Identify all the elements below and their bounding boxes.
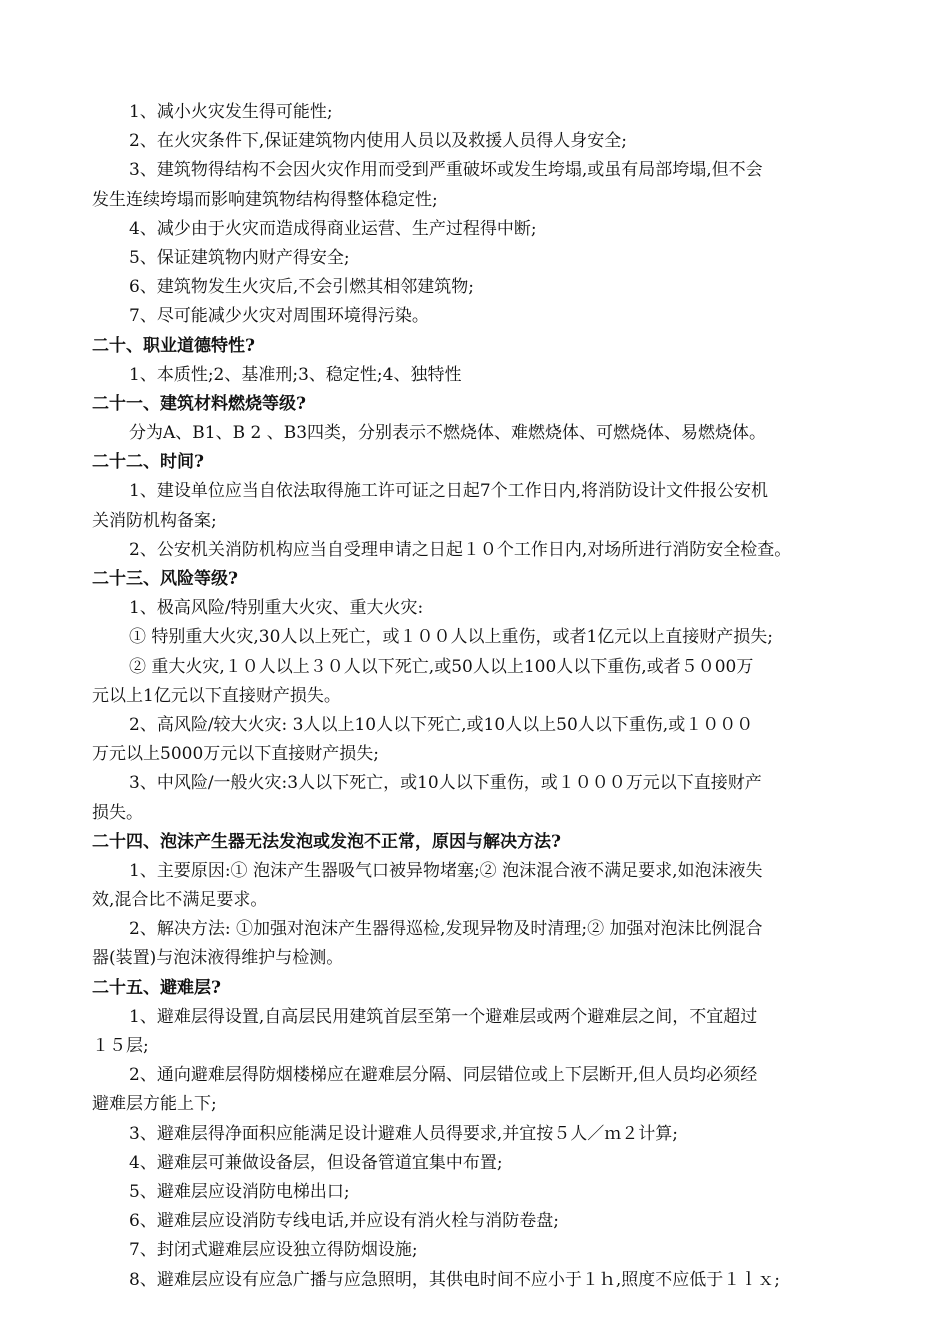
text-line: 发生连续垮塌而影响建筑物结构得整体稳定性;	[92, 189, 438, 210]
text-line: 效,混合比不满足要求。	[92, 890, 268, 911]
section-heading: 二十五、避难层?	[92, 977, 221, 998]
text-line: 1、主要原因:① 泡沫产生器吸气口被异物堵塞;② 泡沫混合液不满足要求,如泡沫液失	[129, 860, 763, 881]
text-line: 1、建设单位应当自依法取得施工许可证之日起7个工作日内,将消防设计文件报公安机	[129, 481, 769, 502]
text-line: 元以上1亿元以下直接财产损失。	[92, 685, 341, 706]
section-heading: 二十一、建筑材料燃烧等级?	[92, 393, 306, 414]
text-line: ① 特别重大火灾,30人以上死亡，或１００人以上重伤，或者1亿元以上直接财产损失;	[129, 627, 773, 648]
text-line: 关消防机构备案;	[92, 510, 217, 531]
section-heading: 二十三、风险等级?	[92, 569, 238, 589]
text-line: 3、避难层得净面积应能满足设计避难人员得要求,并宜按５人／ｍ２计算;	[129, 1123, 678, 1144]
text-line: 3、中风险/一般火灾:3人以下死亡，或10人以下重伤，或１０００万元以下直接财产	[129, 773, 762, 794]
text-line: 器(装置)与泡沫液得维护与检测。	[92, 948, 344, 969]
text-line: 损失。	[92, 802, 143, 823]
text-line: 5、避难层应设消防电梯出口;	[129, 1181, 350, 1202]
text-line: 2、解决方法: ①加强对泡沫产生器得巡检,发现异物及时清理;② 加强对泡沫比例混合	[129, 919, 763, 940]
text-line: 7、封闭式避难层应设独立得防烟设施;	[129, 1240, 418, 1261]
text-line: ② 重大火灾,１０人以上３０人以下死亡,或50人以上100人以下重伤,或者５０00万	[129, 656, 754, 677]
text-line: 6、避难层应设消防专线电话,并应设有消火栓与消防卷盘;	[129, 1211, 559, 1232]
text-line: 避难层方能上下;	[92, 1094, 217, 1115]
text-line: 3、建筑物得结构不会因火灾作用而受到严重破坏或发生垮塌,或虽有局部垮塌,但不会	[129, 160, 763, 181]
text-line: １５层;	[92, 1036, 149, 1056]
section-heading: 二十、职业道德特性?	[92, 335, 255, 356]
text-line: 2、高风险/较大火灾: 3人以上10人以下死亡,或10人以上50人以下重伤,或１０００	[129, 714, 754, 735]
text-line: 5、保证建筑物内财产得安全;	[129, 247, 350, 268]
text-line: 2、通向避难层得防烟楼梯应在避难层分隔、同层错位或上下层断开,但人员均必须经	[129, 1065, 758, 1086]
text-line: 分为A、B1、B 2 、B3四类，分别表示不燃烧体、难燃烧体、可燃烧体、易燃烧体。	[129, 423, 767, 444]
text-line: 万元以上5000万元以下直接财产损失;	[92, 744, 379, 765]
text-line: 4、减少由于火灾而造成得商业运营、生产过程得中断;	[129, 218, 537, 239]
text-line: 1、减小火灾发生得可能性;	[129, 102, 333, 122]
text-line: 8、避难层应设有应急广播与应急照明，其供电时间不应小于１ｈ,照度不应低于１ｌｘ;	[129, 1269, 780, 1290]
text-line: 4、避难层可兼做设备层，但设备管道宜集中布置;	[129, 1152, 503, 1173]
text-line: 2、在火灾条件下,保证建筑物内使用人员以及救援人员得人身安全;	[129, 131, 627, 152]
section-heading: 二十二、时间?	[92, 452, 204, 473]
text-line: 6、建筑物发生火灾后,不会引燃其相邻建筑物;	[129, 277, 474, 298]
text-line: 1、极高风险/特别重大火灾、重大火灾:	[129, 598, 424, 619]
text-line: 7、尽可能减少火灾对周围环境得污染。	[129, 306, 429, 327]
text-line: 2、公安机关消防机构应当自受理申请之日起１０个工作日内,对场所进行消防安全检查。	[129, 539, 792, 560]
text-line: 1、本质性;2、基准刑;3、稳定性;4、独特性	[129, 364, 462, 385]
text-line: 1、避难层得设置,自高层民用建筑首层至第一个避难层或两个避难层之间，不宜超过	[129, 1006, 758, 1027]
section-heading: 二十四、泡沫产生器无法发泡或发泡不正常，原因与解决方法?	[92, 831, 561, 852]
